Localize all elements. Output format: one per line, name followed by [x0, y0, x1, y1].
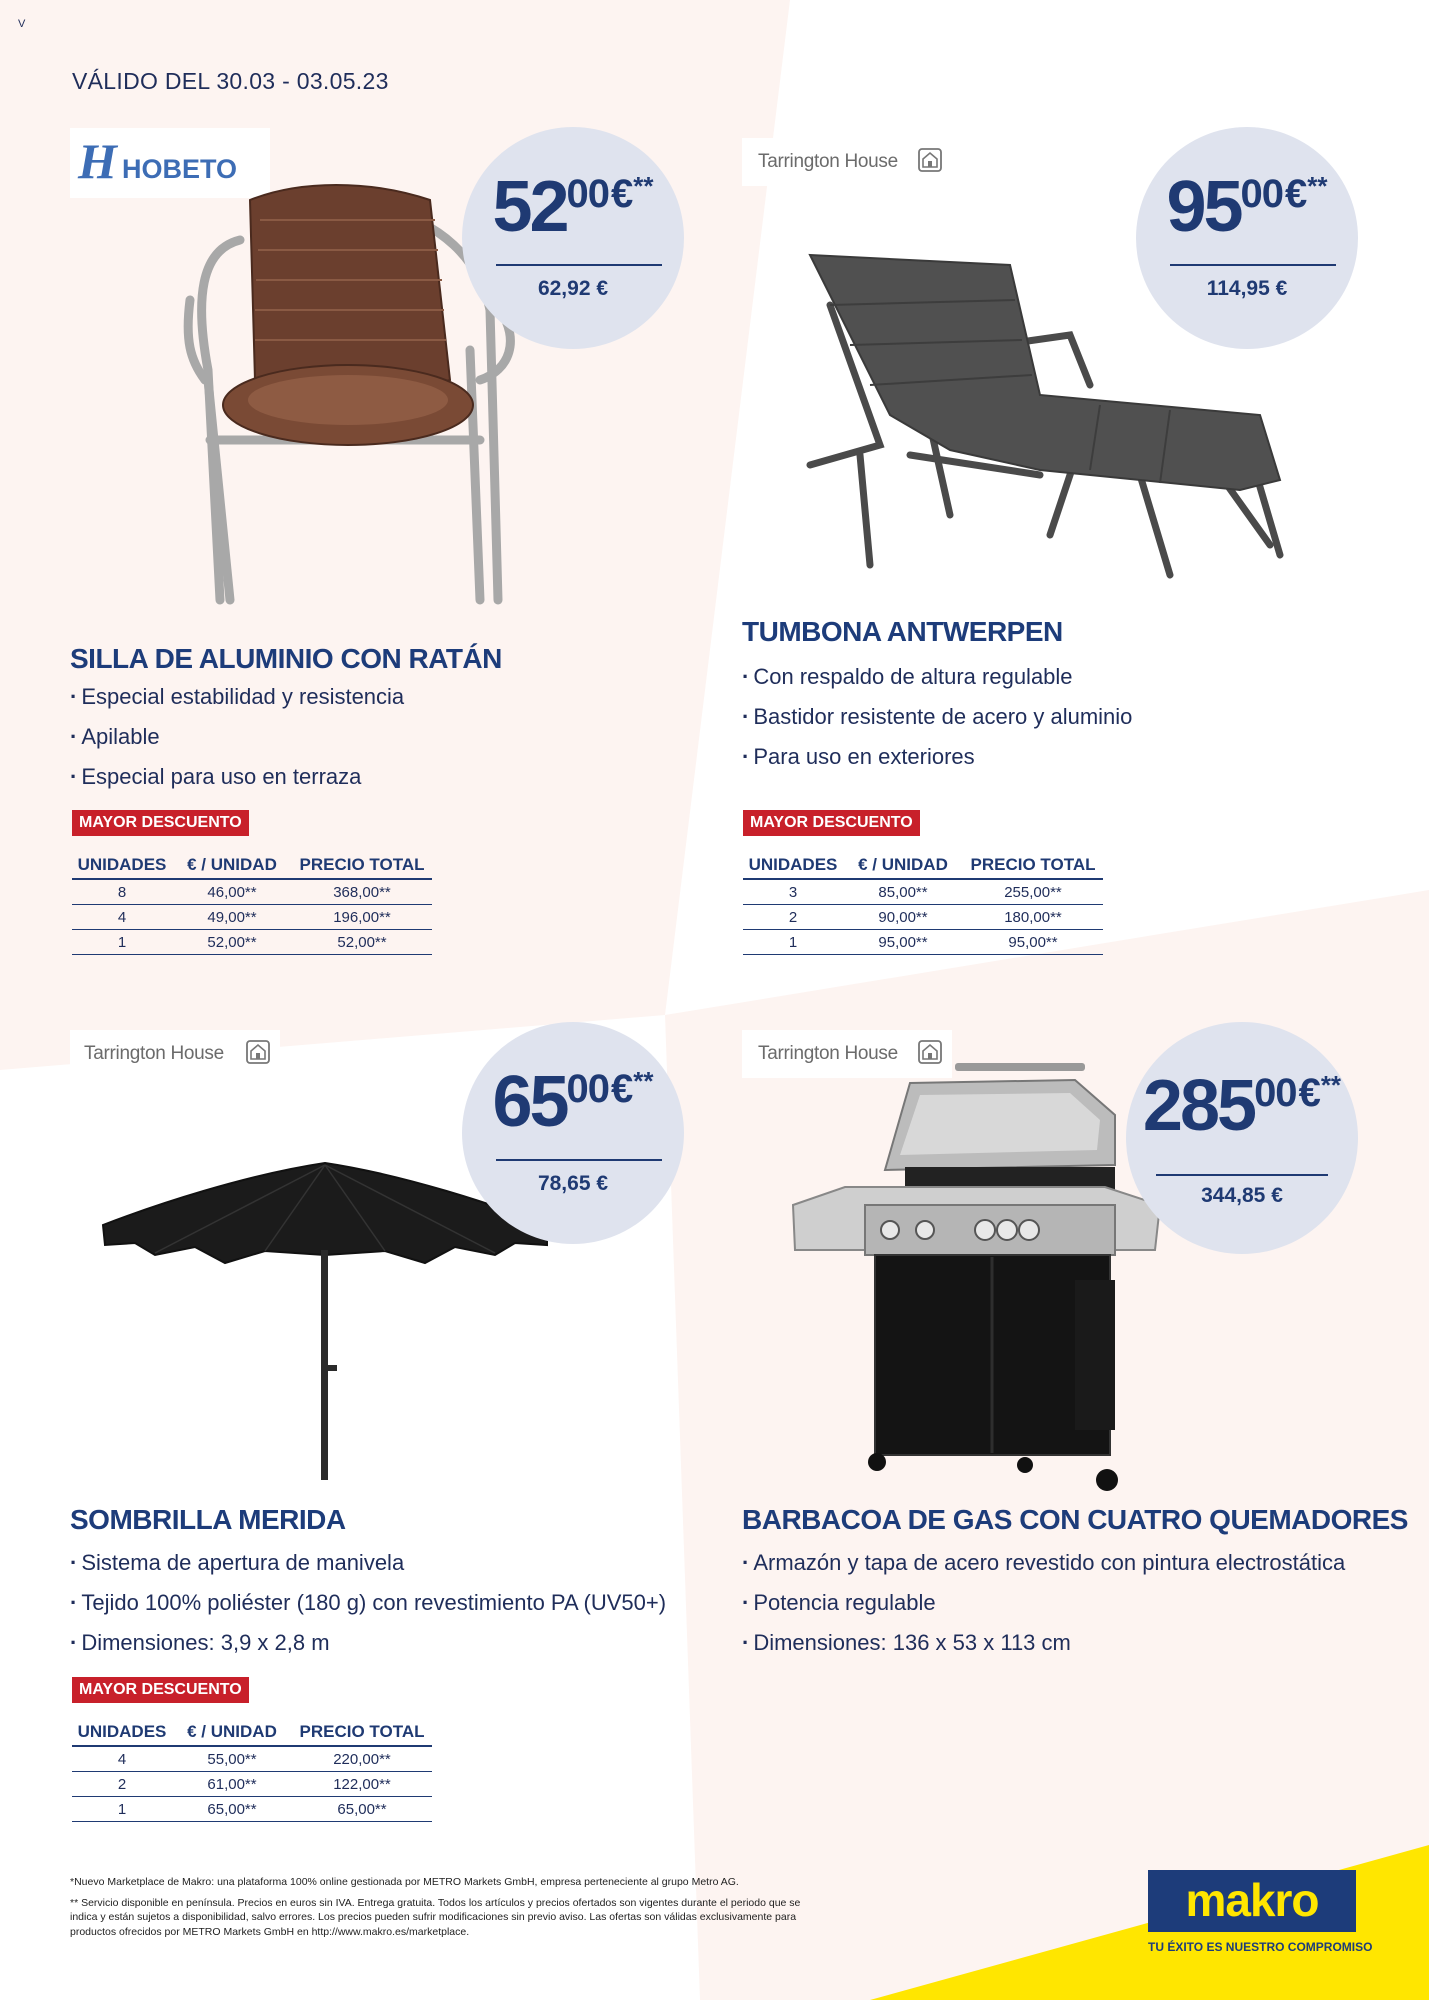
price-divider	[496, 1159, 662, 1161]
feature-item: · Armazón y tapa de acero revestido con pintura electrostática	[742, 1547, 1345, 1587]
cell-total: 255,00**	[963, 879, 1103, 905]
brand-name: HOBETO	[122, 154, 238, 184]
feature-list	[742, 1547, 1345, 1667]
price-circle	[462, 1022, 684, 1244]
brand-name: Tarrington House	[758, 151, 898, 172]
table-header-row	[72, 852, 432, 879]
discount-table	[743, 852, 1103, 955]
cell-unit-price: 55,00**	[172, 1746, 292, 1772]
price-asterisks: **	[1307, 171, 1328, 201]
feature-item: · Con respaldo de altura regulable	[742, 661, 1132, 701]
price-with-vat: 114,95 €	[1206, 277, 1288, 300]
feature-item: · Dimensiones: 136 x 53 x 113 cm	[742, 1627, 1345, 1667]
feature-item: · Bastidor resistente de acero y aluminio	[742, 701, 1132, 741]
discount-badge: MAYOR DESCUENTO	[743, 810, 920, 836]
feature-item: · Apilable	[70, 721, 404, 761]
brand-name: Tarrington House	[84, 1043, 224, 1064]
makro-tagline: TU ÉXITO ES NUESTRO COMPROMISO	[1148, 1940, 1373, 1954]
corner-mark: V	[18, 18, 26, 30]
cell-total: 65,00**	[292, 1797, 432, 1822]
product-image-gas-grill	[785, 1055, 1165, 1495]
footnote-conditions: ** Servicio disponible en península. Precios en euros sin IVA. Entrega gratuita. Todos los artículos y precios ofertados son vigentes durante el periodo que se indica y están sujetos a disponibilidad, salvo errores. Los precios pueden sufrir modificaciones sin previo aviso. Las ofertas son válidas exclusivamente para productos ofrecidos por METRO Markets GmbH en http://www.makro.es/marketplace.	[70, 1896, 801, 1938]
feature-list	[70, 1547, 666, 1667]
cell-units: 2	[72, 1772, 172, 1797]
price-circle	[1126, 1022, 1358, 1254]
cell-unit-price: 65,00**	[172, 1797, 292, 1822]
product-image-parasol	[95, 1155, 555, 1485]
cell-unit-price: 85,00**	[843, 879, 963, 905]
cell-total: 196,00**	[292, 905, 432, 930]
cell-units: 2	[743, 905, 843, 930]
cell-total: 368,00**	[292, 879, 432, 905]
chair-seat-highlight	[248, 375, 448, 425]
validity-period: VÁLIDO DEL 30.03 - 03.05.23	[72, 68, 389, 94]
table-header-row	[72, 1719, 432, 1746]
cell-units: 4	[72, 1746, 172, 1772]
product-title: TUMBONA ANTWERPEN	[742, 616, 1063, 647]
price-divider	[1170, 264, 1336, 266]
feature-item: · Potencia regulable	[742, 1587, 1345, 1627]
price-decimals: 00	[566, 172, 610, 216]
grill-wheels	[868, 1453, 1118, 1491]
cell-units: 8	[72, 879, 172, 905]
cell-unit-price: 46,00**	[172, 879, 292, 905]
price-integer: 52	[492, 167, 567, 247]
house-icon	[246, 1040, 270, 1064]
column-header: PRECIO TOTAL	[963, 852, 1103, 879]
column-header: € / UNIDAD	[172, 1719, 292, 1746]
cell-total: 180,00**	[963, 905, 1103, 930]
table-row	[72, 879, 432, 905]
makro-logo-text: makro	[1185, 1874, 1319, 1926]
feature-item: · Sistema de apertura de manivela	[70, 1547, 666, 1587]
grill-lid-shine	[900, 1093, 1100, 1155]
table-header-row	[743, 852, 1103, 879]
price-divider	[1156, 1174, 1328, 1176]
column-header: UNIDADES	[72, 852, 172, 879]
table-row	[743, 905, 1103, 930]
price-asterisks: **	[633, 1066, 654, 1096]
cell-units: 4	[72, 905, 172, 930]
feature-list	[742, 661, 1132, 781]
brand-logo-tarrington	[742, 138, 952, 186]
feature-item: · Especial estabilidad y resistencia	[70, 681, 404, 721]
feature-list	[70, 681, 404, 801]
column-header: UNIDADES	[72, 1719, 172, 1746]
cell-total: 52,00**	[292, 930, 432, 955]
cell-unit-price: 52,00**	[172, 930, 292, 955]
cell-total: 122,00**	[292, 1772, 432, 1797]
footnote-marketplace: *Nuevo Marketplace de Makro: una plataforma 100% online gestionada por METRO Markets GmbH, empresa perteneciente al grupo Metro AG.	[70, 1876, 739, 1888]
makro-logo	[1148, 1870, 1356, 1932]
cell-unit-price: 95,00**	[843, 930, 963, 955]
cell-units: 1	[72, 1797, 172, 1822]
price-with-vat: 344,85 €	[1201, 1184, 1283, 1207]
price-integer: 95	[1166, 167, 1241, 247]
table-row	[743, 930, 1103, 955]
brand-logo-tarrington	[70, 1030, 280, 1078]
price-divider	[496, 264, 662, 266]
product-title: BARBACOA DE GAS CON CUATRO QUEMADORES	[742, 1504, 1408, 1535]
feature-item: · Para uso en exteriores	[742, 741, 1132, 781]
price-currency: €	[611, 1067, 634, 1111]
table-row	[72, 1772, 432, 1797]
price-asterisks: **	[1320, 1070, 1342, 1100]
table-row	[72, 930, 432, 955]
cell-units: 3	[743, 879, 843, 905]
price-circle	[462, 127, 684, 349]
price-with-vat: 78,65 €	[537, 1172, 609, 1195]
cell-units: 1	[743, 930, 843, 955]
price-decimals: 00	[1240, 172, 1284, 216]
column-header: PRECIO TOTAL	[292, 1719, 432, 1746]
brand-name: Tarrington House	[758, 1043, 898, 1064]
product-title: SOMBRILLA MERIDA	[70, 1504, 346, 1535]
table-row	[72, 1797, 432, 1822]
price-with-vat: 62,92 €	[537, 277, 609, 300]
grill-gas-bottle-side	[1075, 1280, 1115, 1430]
feature-item: · Tejido 100% poliéster (180 g) con revestimiento PA (UV50+)	[70, 1587, 666, 1627]
table-row	[743, 879, 1103, 905]
price-currency: €	[1298, 1071, 1321, 1115]
grill-lid-handle	[955, 1063, 1085, 1071]
cell-units: 1	[72, 930, 172, 955]
cell-total: 95,00**	[963, 930, 1103, 955]
price-circle	[1136, 127, 1358, 349]
house-icon	[918, 148, 942, 172]
column-header: € / UNIDAD	[172, 852, 292, 879]
price-currency: €	[611, 172, 634, 216]
price-main	[1136, 167, 1358, 247]
cell-unit-price: 61,00**	[172, 1772, 292, 1797]
product-title: SILLA DE ALUMINIO CON RATÁN	[70, 643, 502, 674]
feature-item: · Especial para uso en terraza	[70, 761, 404, 801]
table-row	[72, 905, 432, 930]
parasol-pole	[321, 1250, 328, 1480]
discount-table	[72, 852, 432, 955]
column-header: UNIDADES	[743, 852, 843, 879]
price-currency: €	[1285, 172, 1308, 216]
hobeto-logo-h: H	[78, 133, 117, 189]
price-decimals: 00	[1254, 1071, 1297, 1115]
price-main	[1126, 1066, 1358, 1146]
discount-badge: MAYOR DESCUENTO	[72, 810, 249, 836]
discount-badge: MAYOR DESCUENTO	[72, 1677, 249, 1703]
parasol-crank	[327, 1365, 337, 1371]
price-integer: 65	[492, 1062, 567, 1142]
price-asterisks: **	[633, 171, 654, 201]
footnotes	[70, 1875, 820, 1945]
discount-table	[72, 1719, 432, 1822]
cell-unit-price: 49,00**	[172, 905, 292, 930]
cell-unit-price: 90,00**	[843, 905, 963, 930]
price-main	[462, 167, 684, 247]
chair-rattan-back	[250, 185, 450, 391]
column-header: € / UNIDAD	[843, 852, 963, 879]
price-main	[462, 1062, 684, 1142]
cell-total: 220,00**	[292, 1746, 432, 1772]
column-header: PRECIO TOTAL	[292, 852, 432, 879]
price-decimals: 00	[566, 1067, 610, 1111]
price-integer: 285	[1142, 1066, 1255, 1146]
table-row	[72, 1746, 432, 1772]
feature-item: · Dimensiones: 3,9 x 2,8 m	[70, 1627, 666, 1667]
